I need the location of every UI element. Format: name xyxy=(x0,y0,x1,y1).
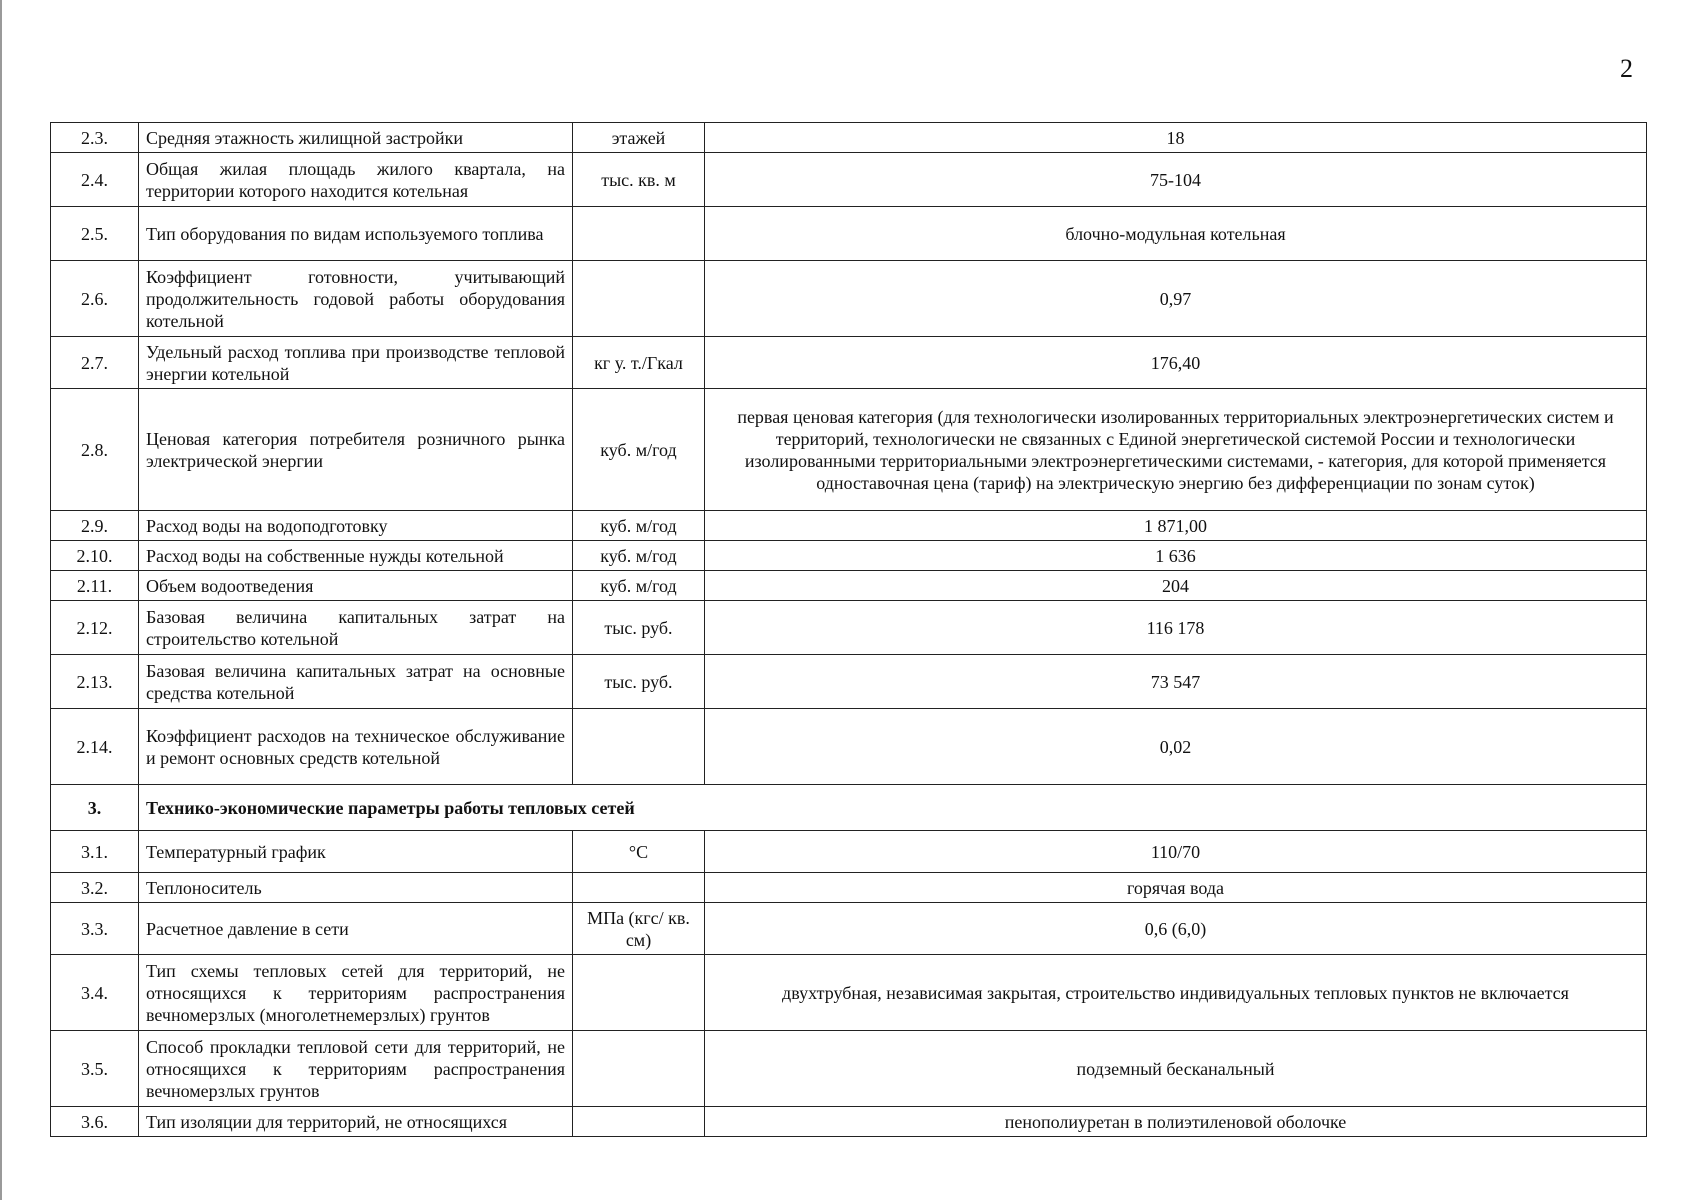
row-number: 3.2. xyxy=(51,873,139,903)
row-value: 0,6 (6,0) xyxy=(705,903,1647,955)
row-parameter-name: Расчетное давление в сети xyxy=(139,903,573,955)
row-parameter-name: Общая жилая площадь жилого квартала, на территории которого находится котельная xyxy=(139,153,573,207)
row-unit xyxy=(573,207,705,261)
row-value: 116 178 xyxy=(705,601,1647,655)
row-number: 3.3. xyxy=(51,903,139,955)
table-row xyxy=(51,541,1647,571)
table-row xyxy=(51,123,1647,153)
row-unit xyxy=(573,1107,705,1137)
row-number: 2.3. xyxy=(51,123,139,153)
row-parameter-name: Средняя этажность жилищной застройки xyxy=(139,123,573,153)
row-value: 75-104 xyxy=(705,153,1647,207)
row-value: 0,97 xyxy=(705,261,1647,337)
table-row xyxy=(51,709,1647,785)
row-unit: тыс. кв. м xyxy=(573,153,705,207)
row-number: 3.1. xyxy=(51,831,139,873)
row-number: 2.11. xyxy=(51,571,139,601)
row-value: двухтрубная, независимая закрытая, строительство индивидуальных тепловых пунктов не включается xyxy=(705,955,1647,1031)
row-number: 2.8. xyxy=(51,389,139,511)
row-parameter-name: Температурный график xyxy=(139,831,573,873)
row-unit: тыс. руб. xyxy=(573,655,705,709)
table-row xyxy=(51,207,1647,261)
table-row xyxy=(51,831,1647,873)
table-row xyxy=(51,1107,1647,1137)
row-unit: МПа (кгс/ кв. см) xyxy=(573,903,705,955)
row-number: 2.7. xyxy=(51,337,139,389)
row-parameter-name: Тип изоляции для территорий, не относящихся xyxy=(139,1107,573,1137)
table-row xyxy=(51,153,1647,207)
row-unit: кг у. т./Гкал xyxy=(573,337,705,389)
row-parameter-name: Тип схемы тепловых сетей для территорий, не относящихся к территориям распространения вечномерзлых (многолетнемерзлых) грунтов xyxy=(139,955,573,1031)
row-unit: этажей xyxy=(573,123,705,153)
row-unit xyxy=(573,709,705,785)
section-number: 3. xyxy=(51,785,139,831)
row-number: 2.10. xyxy=(51,541,139,571)
row-unit xyxy=(573,955,705,1031)
row-parameter-name: Коэффициент готовности, учитывающий продолжительность годовой работы оборудования котельной xyxy=(139,261,573,337)
row-number: 2.4. xyxy=(51,153,139,207)
row-unit: куб. м/год xyxy=(573,511,705,541)
row-number: 3.6. xyxy=(51,1107,139,1137)
row-parameter-name: Объем водоотведения xyxy=(139,571,573,601)
row-number: 2.6. xyxy=(51,261,139,337)
row-unit: куб. м/год xyxy=(573,571,705,601)
table-row xyxy=(51,511,1647,541)
row-value: подземный бесканальный xyxy=(705,1031,1647,1107)
table-row xyxy=(51,601,1647,655)
row-parameter-name: Способ прокладки тепловой сети для территорий, не относящихся к территориям распространения вечномерзлых грунтов xyxy=(139,1031,573,1107)
table-row xyxy=(51,955,1647,1031)
table-row xyxy=(51,389,1647,511)
row-parameter-name: Теплоноситель xyxy=(139,873,573,903)
row-unit: тыс. руб. xyxy=(573,601,705,655)
row-number: 3.5. xyxy=(51,1031,139,1107)
row-unit xyxy=(573,261,705,337)
row-unit xyxy=(573,1031,705,1107)
table-row xyxy=(51,1031,1647,1107)
row-parameter-name: Базовая величина капитальных затрат на основные средства котельной xyxy=(139,655,573,709)
row-value: 73 547 xyxy=(705,655,1647,709)
row-unit: куб. м/год xyxy=(573,541,705,571)
row-value: горячая вода xyxy=(705,873,1647,903)
row-value: 1 871,00 xyxy=(705,511,1647,541)
row-unit: куб. м/год xyxy=(573,389,705,511)
table-row xyxy=(51,261,1647,337)
parameters-table-container xyxy=(50,122,1646,1137)
section-header-row xyxy=(51,785,1647,831)
row-value: блочно-модульная котельная xyxy=(705,207,1647,261)
row-value: 204 xyxy=(705,571,1647,601)
row-number: 3.4. xyxy=(51,955,139,1031)
row-unit xyxy=(573,873,705,903)
row-unit: °C xyxy=(573,831,705,873)
row-parameter-name: Ценовая категория потребителя розничного рынка электрической энергии xyxy=(139,389,573,511)
page-edge-line xyxy=(0,0,2,1200)
page-number: 2 xyxy=(1620,54,1633,83)
row-number: 2.9. xyxy=(51,511,139,541)
row-number: 2.12. xyxy=(51,601,139,655)
table-row xyxy=(51,873,1647,903)
row-value: первая ценовая категория (для технологически изолированных территориальных электроэнергетических систем и территорий, технологически не связанных с Единой энергетической системой России и технологически изолированными территориальными электроэнергетическими системами, - категория, для которой применяется одноставочная цена (тариф) на электрическую энергию без дифференциации по зонам суток) xyxy=(705,389,1647,511)
table-row xyxy=(51,655,1647,709)
section-title: Технико-экономические параметры работы тепловых сетей xyxy=(139,785,1647,831)
row-number: 2.5. xyxy=(51,207,139,261)
row-number: 2.14. xyxy=(51,709,139,785)
row-parameter-name: Коэффициент расходов на техническое обслуживание и ремонт основных средств котельной xyxy=(139,709,573,785)
table-row xyxy=(51,571,1647,601)
row-parameter-name: Расход воды на собственные нужды котельной xyxy=(139,541,573,571)
row-parameter-name: Базовая величина капитальных затрат на строительство котельной xyxy=(139,601,573,655)
row-value: 110/70 xyxy=(705,831,1647,873)
table-row xyxy=(51,337,1647,389)
row-parameter-name: Тип оборудования по видам используемого топлива xyxy=(139,207,573,261)
row-number: 2.13. xyxy=(51,655,139,709)
row-value: 0,02 xyxy=(705,709,1647,785)
row-parameter-name: Расход воды на водоподготовку xyxy=(139,511,573,541)
row-parameter-name: Удельный расход топлива при производстве тепловой энергии котельной xyxy=(139,337,573,389)
row-value: пенополиуретан в полиэтиленовой оболочке xyxy=(705,1107,1647,1137)
row-value: 1 636 xyxy=(705,541,1647,571)
row-value: 18 xyxy=(705,123,1647,153)
parameters-table xyxy=(50,122,1647,1137)
row-value: 176,40 xyxy=(705,337,1647,389)
table-row xyxy=(51,903,1647,955)
